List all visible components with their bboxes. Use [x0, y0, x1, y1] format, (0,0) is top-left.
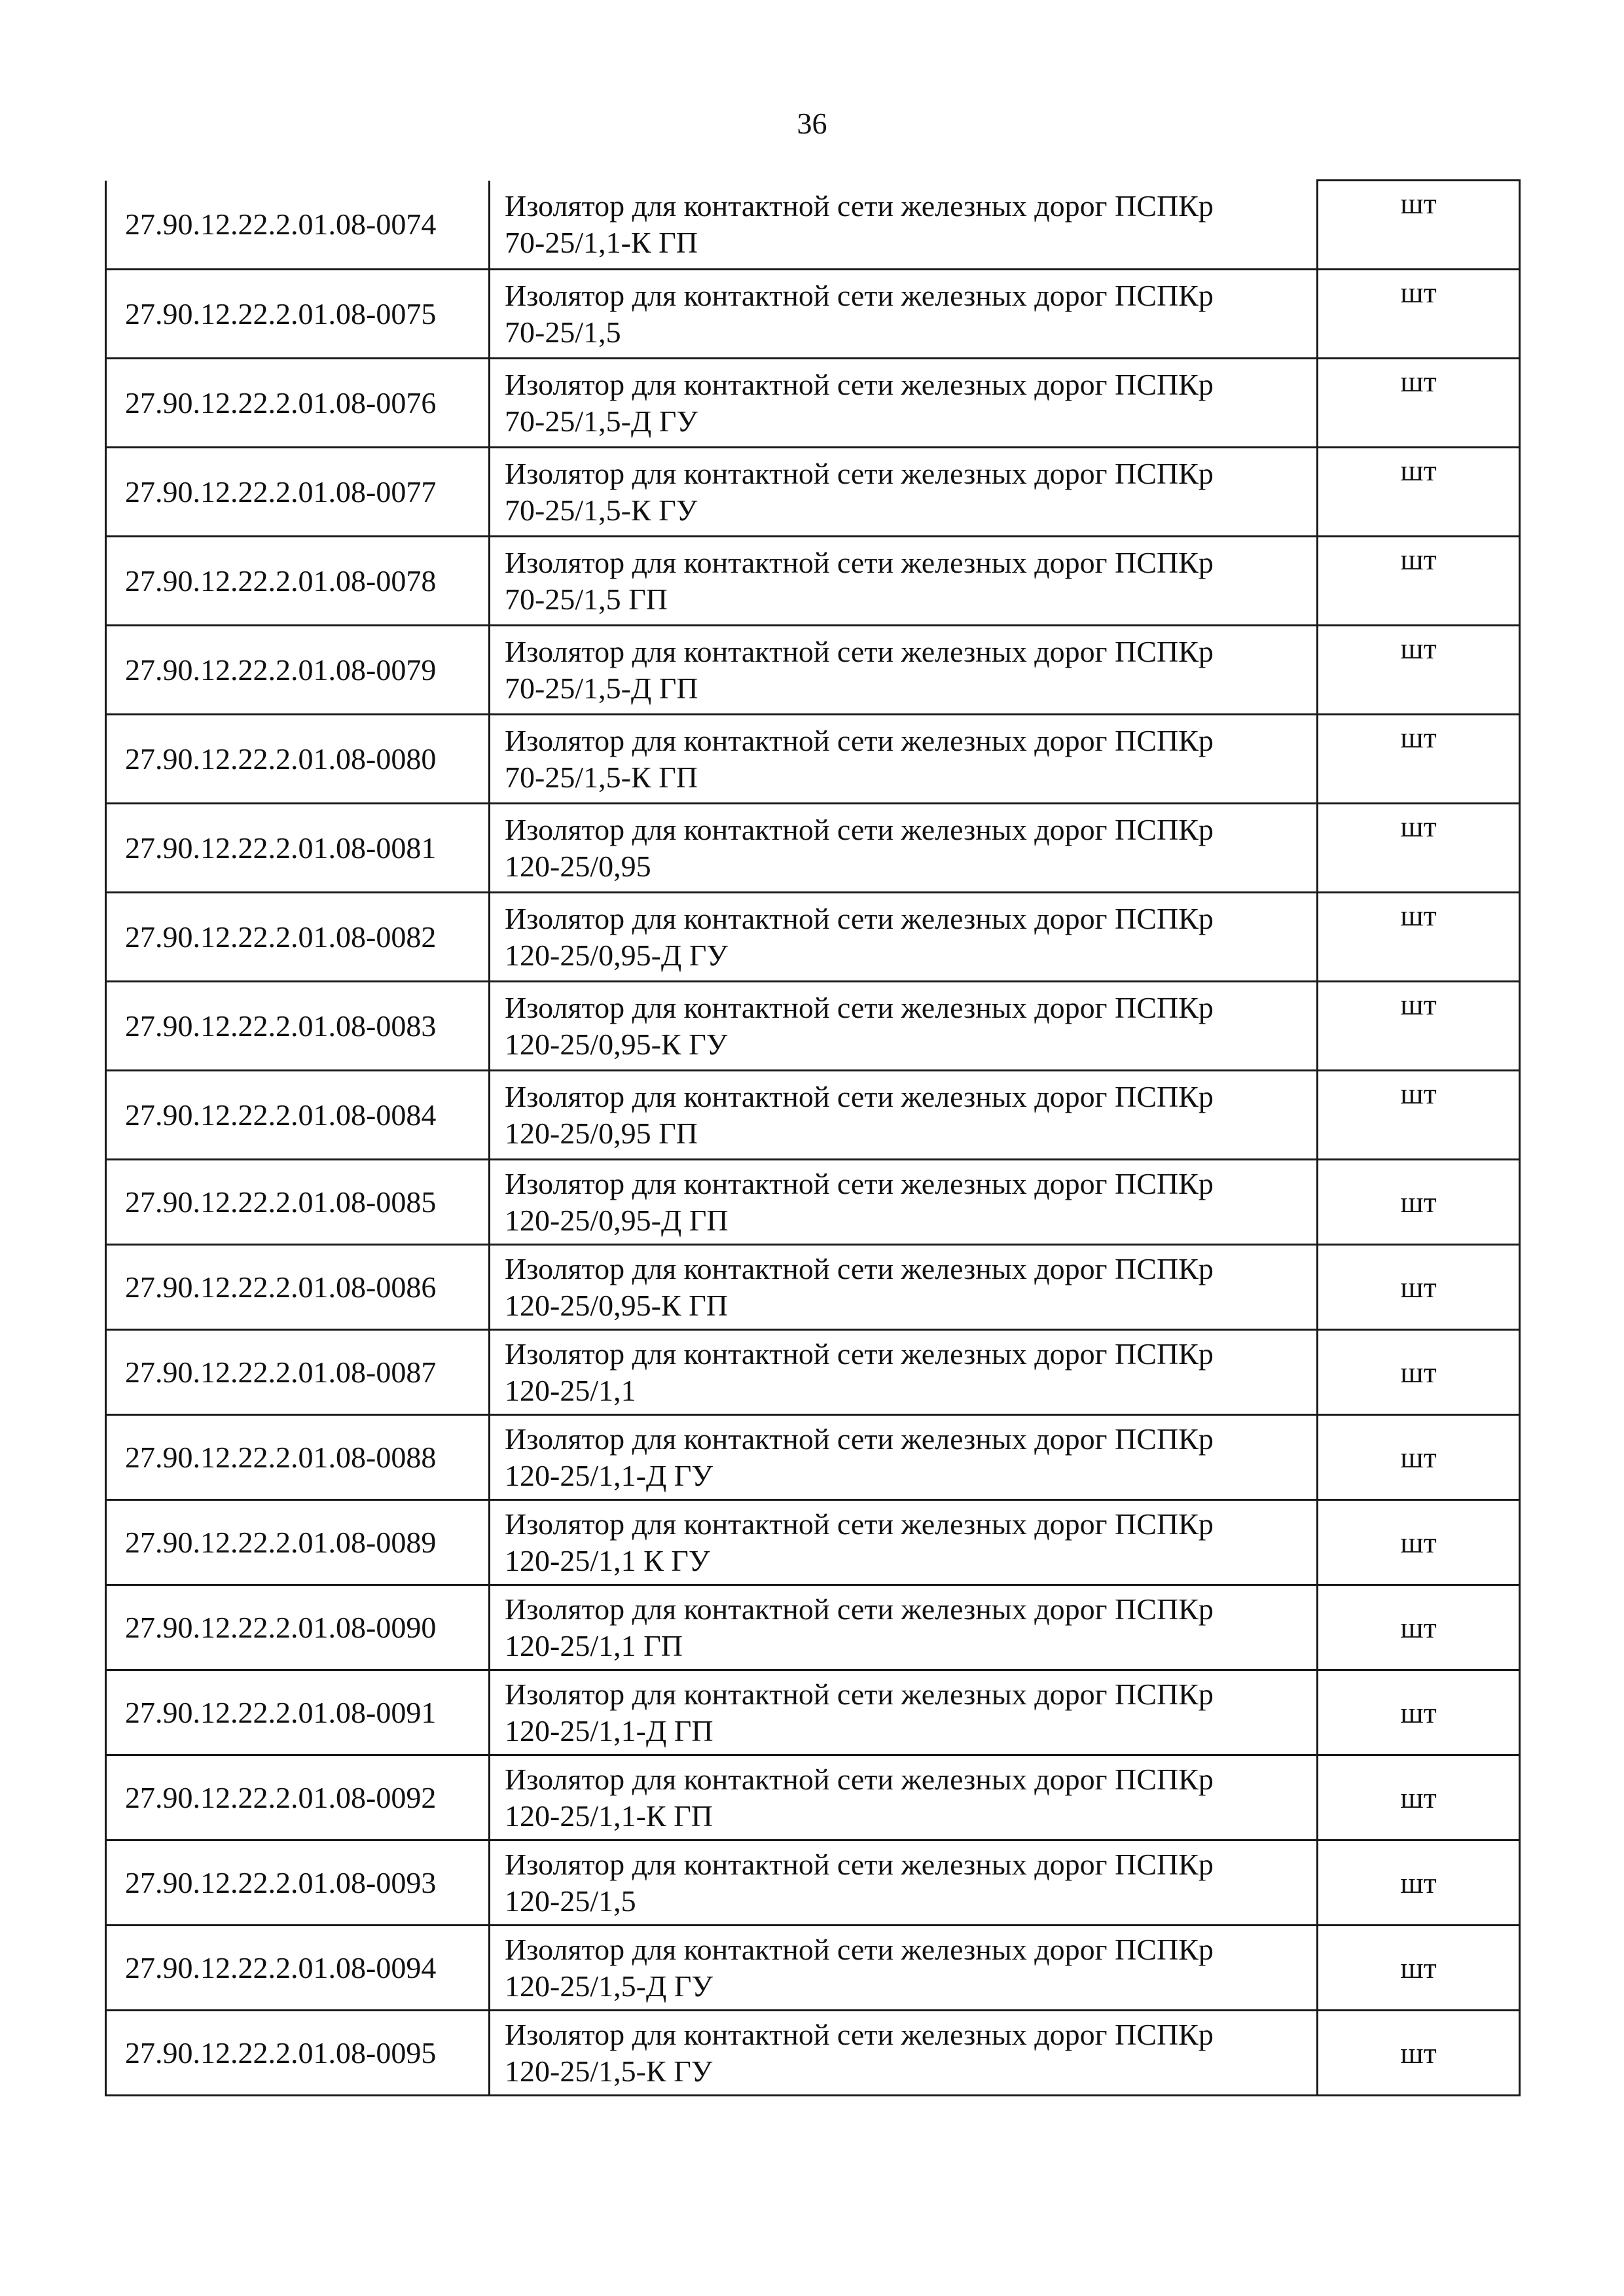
unit-of-measure: шт: [1318, 804, 1520, 893]
resource-name: [490, 1160, 1318, 1245]
unit-of-measure: шт: [1318, 1415, 1520, 1500]
unit-of-measure: шт: [1318, 359, 1520, 448]
unit-of-measure: шт: [1318, 1755, 1520, 1840]
unit-of-measure: шт: [1318, 1160, 1520, 1245]
resource-name: [490, 893, 1318, 982]
resource-code: 27.90.12.22.2.01.08-0089: [106, 1500, 490, 1585]
resource-code: 27.90.12.22.2.01.08-0086: [106, 1245, 490, 1330]
resource-name-line2: 70-25/1,1-К ГП: [505, 225, 698, 259]
table-row: [106, 1755, 1520, 1840]
resource-name-line2: 120-25/0,95-Д ГП: [505, 1203, 729, 1237]
resource-name-line1: Изолятор для контактной сети железных дорог ПСПКр: [505, 278, 1214, 312]
unit-of-measure: шт: [1318, 715, 1520, 804]
resource-name: [490, 1415, 1318, 1500]
table-row: [106, 1415, 1520, 1500]
resource-name: [490, 804, 1318, 893]
unit-of-measure: шт: [1318, 1840, 1520, 1926]
resource-name-line2: 120-25/0,95-Д ГУ: [505, 938, 728, 972]
resource-code: 27.90.12.22.2.01.08-0094: [106, 1926, 490, 2011]
resource-name-line1: Изолятор для контактной сети железных дорог ПСПКр: [505, 634, 1214, 668]
resource-name-line1: Изолятор для контактной сети железных дорог ПСПКр: [505, 1507, 1214, 1541]
table-row: [106, 537, 1520, 626]
catalog-table: [105, 179, 1521, 2096]
unit-of-measure: шт: [1318, 270, 1520, 359]
unit-of-measure: шт: [1318, 1500, 1520, 1585]
resource-name: [490, 1585, 1318, 1670]
table-row: [106, 715, 1520, 804]
resource-name: [490, 1071, 1318, 1160]
table-row: [106, 1585, 1520, 1670]
resource-name-line1: Изолятор для контактной сети железных дорог ПСПКр: [505, 1847, 1214, 1881]
resource-name: [490, 448, 1318, 537]
resource-name: [490, 537, 1318, 626]
resource-name-line2: 70-25/1,5 ГП: [505, 582, 668, 616]
table-row: [106, 448, 1520, 537]
resource-name-line2: 70-25/1,5-К ГП: [505, 760, 698, 794]
resource-name-line1: Изолятор для контактной сети железных дорог ПСПКр: [505, 1251, 1214, 1285]
resource-name-line2: 70-25/1,5-К ГУ: [505, 493, 698, 527]
table-row: [106, 1071, 1520, 1160]
resource-name: [490, 359, 1318, 448]
resource-name-line2: 70-25/1,5-Д ГУ: [505, 404, 698, 438]
resource-code: 27.90.12.22.2.01.08-0083: [106, 982, 490, 1071]
resource-name-line1: Изолятор для контактной сети железных дорог ПСПКр: [505, 456, 1214, 490]
unit-of-measure: шт: [1318, 626, 1520, 715]
unit-of-measure: шт: [1318, 181, 1520, 270]
unit-of-measure: шт: [1318, 1670, 1520, 1755]
resource-name-line1: Изолятор для контактной сети железных дорог ПСПКр: [505, 2017, 1214, 2051]
resource-code: 27.90.12.22.2.01.08-0085: [106, 1160, 490, 1245]
resource-name: [490, 1926, 1318, 2011]
table-row: [106, 1670, 1520, 1755]
resource-name-line1: Изолятор для контактной сети железных дорог ПСПКр: [505, 1422, 1214, 1456]
unit-of-measure: шт: [1318, 1585, 1520, 1670]
resource-name: [490, 1755, 1318, 1840]
resource-name: [490, 1500, 1318, 1585]
resource-code: 27.90.12.22.2.01.08-0087: [106, 1330, 490, 1415]
resource-name-line2: 120-25/1,5-Д ГУ: [505, 1969, 713, 2003]
resource-code: 27.90.12.22.2.01.08-0077: [106, 448, 490, 537]
unit-of-measure: шт: [1318, 1071, 1520, 1160]
resource-name-line1: Изолятор для контактной сети железных дорог ПСПКр: [505, 367, 1214, 401]
resource-code: 27.90.12.22.2.01.08-0078: [106, 537, 490, 626]
resource-code: 27.90.12.22.2.01.08-0095: [106, 2011, 490, 2096]
resource-name-line1: Изолятор для контактной сети железных дорог ПСПКр: [505, 1336, 1214, 1371]
resource-name-line1: Изолятор для контактной сети железных дорог ПСПКр: [505, 1166, 1214, 1200]
catalog-table-body: [106, 181, 1520, 2096]
resource-name-line2: 120-25/0,95 ГП: [505, 1116, 698, 1150]
resource-name-line1: Изолятор для контактной сети железных дорог ПСПКр: [505, 1932, 1214, 1966]
table-row: [106, 359, 1520, 448]
resource-name-line1: Изолятор для контактной сети железных дорог ПСПКр: [505, 1677, 1214, 1711]
resource-name-line1: Изолятор для контактной сети железных дорог ПСПКр: [505, 990, 1214, 1024]
resource-name: [490, 2011, 1318, 2096]
table-row: [106, 270, 1520, 359]
table-row: [106, 626, 1520, 715]
resource-name-line2: 70-25/1,5: [505, 315, 621, 349]
unit-of-measure: шт: [1318, 2011, 1520, 2096]
resource-name-line2: 120-25/0,95-К ГУ: [505, 1027, 728, 1061]
resource-name-line2: 120-25/1,5: [505, 1884, 636, 1918]
resource-code: 27.90.12.22.2.01.08-0079: [106, 626, 490, 715]
resource-code: 27.90.12.22.2.01.08-0082: [106, 893, 490, 982]
resource-name-line1: Изолятор для контактной сети железных дорог ПСПКр: [505, 901, 1214, 935]
resource-code: 27.90.12.22.2.01.08-0090: [106, 1585, 490, 1670]
resource-name-line2: 70-25/1,5-Д ГП: [505, 671, 698, 705]
resource-name-line2: 120-25/1,5-К ГУ: [505, 2054, 713, 2088]
resource-code: 27.90.12.22.2.01.08-0092: [106, 1755, 490, 1840]
table-row: [106, 1330, 1520, 1415]
resource-name-line2: 120-25/1,1-К ГП: [505, 1799, 713, 1833]
resource-name: [490, 982, 1318, 1071]
table-row: [106, 1926, 1520, 2011]
page-number: 36: [797, 107, 827, 140]
resource-code: 27.90.12.22.2.01.08-0076: [106, 359, 490, 448]
resource-name: [490, 270, 1318, 359]
table-row: [106, 1500, 1520, 1585]
resource-name-line2: 120-25/1,1-Д ГУ: [505, 1458, 713, 1492]
resource-code: 27.90.12.22.2.01.08-0081: [106, 804, 490, 893]
resource-name-line1: Изолятор для контактной сети железных дорог ПСПКр: [505, 812, 1214, 846]
resource-name-line2: 120-25/1,1: [505, 1373, 636, 1407]
resource-name-line1: Изолятор для контактной сети железных дорог ПСПКр: [505, 1762, 1214, 1796]
table-row: [106, 1245, 1520, 1330]
unit-of-measure: шт: [1318, 537, 1520, 626]
unit-of-measure: шт: [1318, 1330, 1520, 1415]
unit-of-measure: шт: [1318, 893, 1520, 982]
resource-code: 27.90.12.22.2.01.08-0084: [106, 1071, 490, 1160]
resource-name-line1: Изолятор для контактной сети железных дорог ПСПКр: [505, 723, 1214, 757]
resource-name: [490, 181, 1318, 270]
resource-name: [490, 1670, 1318, 1755]
table-row: [106, 2011, 1520, 2096]
resource-name-line2: 120-25/1,1-Д ГП: [505, 1713, 713, 1748]
resource-name-line1: Изолятор для контактной сети железных дорог ПСПКр: [505, 1592, 1214, 1626]
table-row: [106, 893, 1520, 982]
resource-code: 27.90.12.22.2.01.08-0074: [106, 181, 490, 270]
resource-code: 27.90.12.22.2.01.08-0088: [106, 1415, 490, 1500]
unit-of-measure: шт: [1318, 448, 1520, 537]
resource-name-line2: 120-25/0,95: [505, 849, 651, 883]
resource-name-line1: Изолятор для контактной сети железных дорог ПСПКр: [505, 1079, 1214, 1113]
resource-name-line1: Изолятор для контактной сети железных дорог ПСПКр: [505, 545, 1214, 579]
resource-name: [490, 626, 1318, 715]
resource-name-line2: 120-25/1,1 К ГУ: [505, 1543, 710, 1577]
resource-code: 27.90.12.22.2.01.08-0093: [106, 1840, 490, 1926]
resource-code: 27.90.12.22.2.01.08-0075: [106, 270, 490, 359]
table-row: [106, 181, 1520, 270]
resource-name: [490, 1840, 1318, 1926]
resource-code: 27.90.12.22.2.01.08-0091: [106, 1670, 490, 1755]
table-row: [106, 804, 1520, 893]
resource-name: [490, 1330, 1318, 1415]
resource-code: 27.90.12.22.2.01.08-0080: [106, 715, 490, 804]
resource-name-line2: 120-25/0,95-К ГП: [505, 1288, 728, 1322]
table-row: [106, 1160, 1520, 1245]
resource-name-line2: 120-25/1,1 ГП: [505, 1628, 683, 1662]
resource-name-line1: Изолятор для контактной сети железных дорог ПСПКр: [505, 188, 1214, 223]
resource-name: [490, 715, 1318, 804]
table-row: [106, 1840, 1520, 1926]
unit-of-measure: шт: [1318, 1926, 1520, 2011]
resource-name: [490, 1245, 1318, 1330]
unit-of-measure: шт: [1318, 982, 1520, 1071]
table-row: [106, 982, 1520, 1071]
unit-of-measure: шт: [1318, 1245, 1520, 1330]
